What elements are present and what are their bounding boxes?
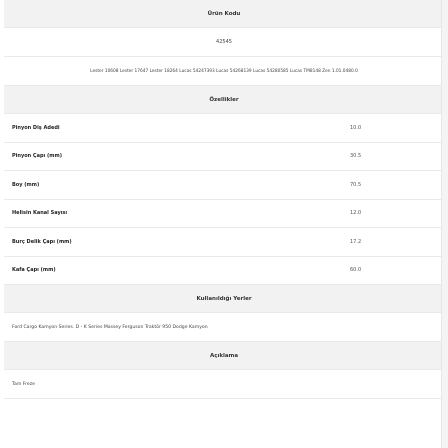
spec-value: 60.0: [350, 267, 362, 274]
features-header: Özellikler: [4, 86, 444, 114]
product-code-value: 42545: [4, 28, 444, 57]
spec-value: 70.5: [350, 181, 362, 188]
spec-label: Burç Delik Çapı (mm): [12, 238, 72, 245]
spec-row-pinion-teeth: [4, 114, 444, 143]
product-code-header: Ürün Kodu: [4, 0, 444, 28]
spec-value: 12.0: [350, 210, 362, 217]
spec-row-length: [4, 171, 444, 200]
usage-header: Kullanıldığı Yerler: [4, 285, 444, 313]
spec-label: Pinyon Diş Adedi: [12, 124, 60, 131]
spec-label: Pinyon Çapı (mm): [12, 153, 62, 160]
description-text: Tam Freze: [4, 370, 444, 399]
spec-row-helix-grooves: [4, 200, 444, 229]
product-spec-table: [4, 0, 444, 399]
cross-reference-codes: Lester 10608 Lester 17647 Lester 18264 Lucas 54247393 Lucas 54268139 Lucas 54280585 Lucas TM8148 Zen 1.01.0480.0: [4, 57, 444, 86]
spec-label: Boy (mm): [12, 181, 40, 188]
description-header: Açıklama: [4, 342, 444, 370]
spec-value: 30.5: [350, 153, 362, 160]
usage-text: Ford Cargo Kamyon Series. D - K Series Massey Ferguson Traktör 950 Dodge Kamyon: [4, 313, 444, 342]
spec-value: 10.0: [350, 124, 362, 131]
spec-label: Helisin Kanal Sayısı: [12, 210, 68, 217]
spec-value: 17.2: [350, 238, 362, 245]
spec-label: Kafa Çapı (mm): [12, 267, 56, 274]
spec-row-head-diameter: [4, 257, 444, 286]
vertical-scrollbar[interactable]: [441, 0, 448, 448]
spec-row-pinion-diameter: [4, 143, 444, 172]
spec-row-bushing-bore: [4, 228, 444, 257]
